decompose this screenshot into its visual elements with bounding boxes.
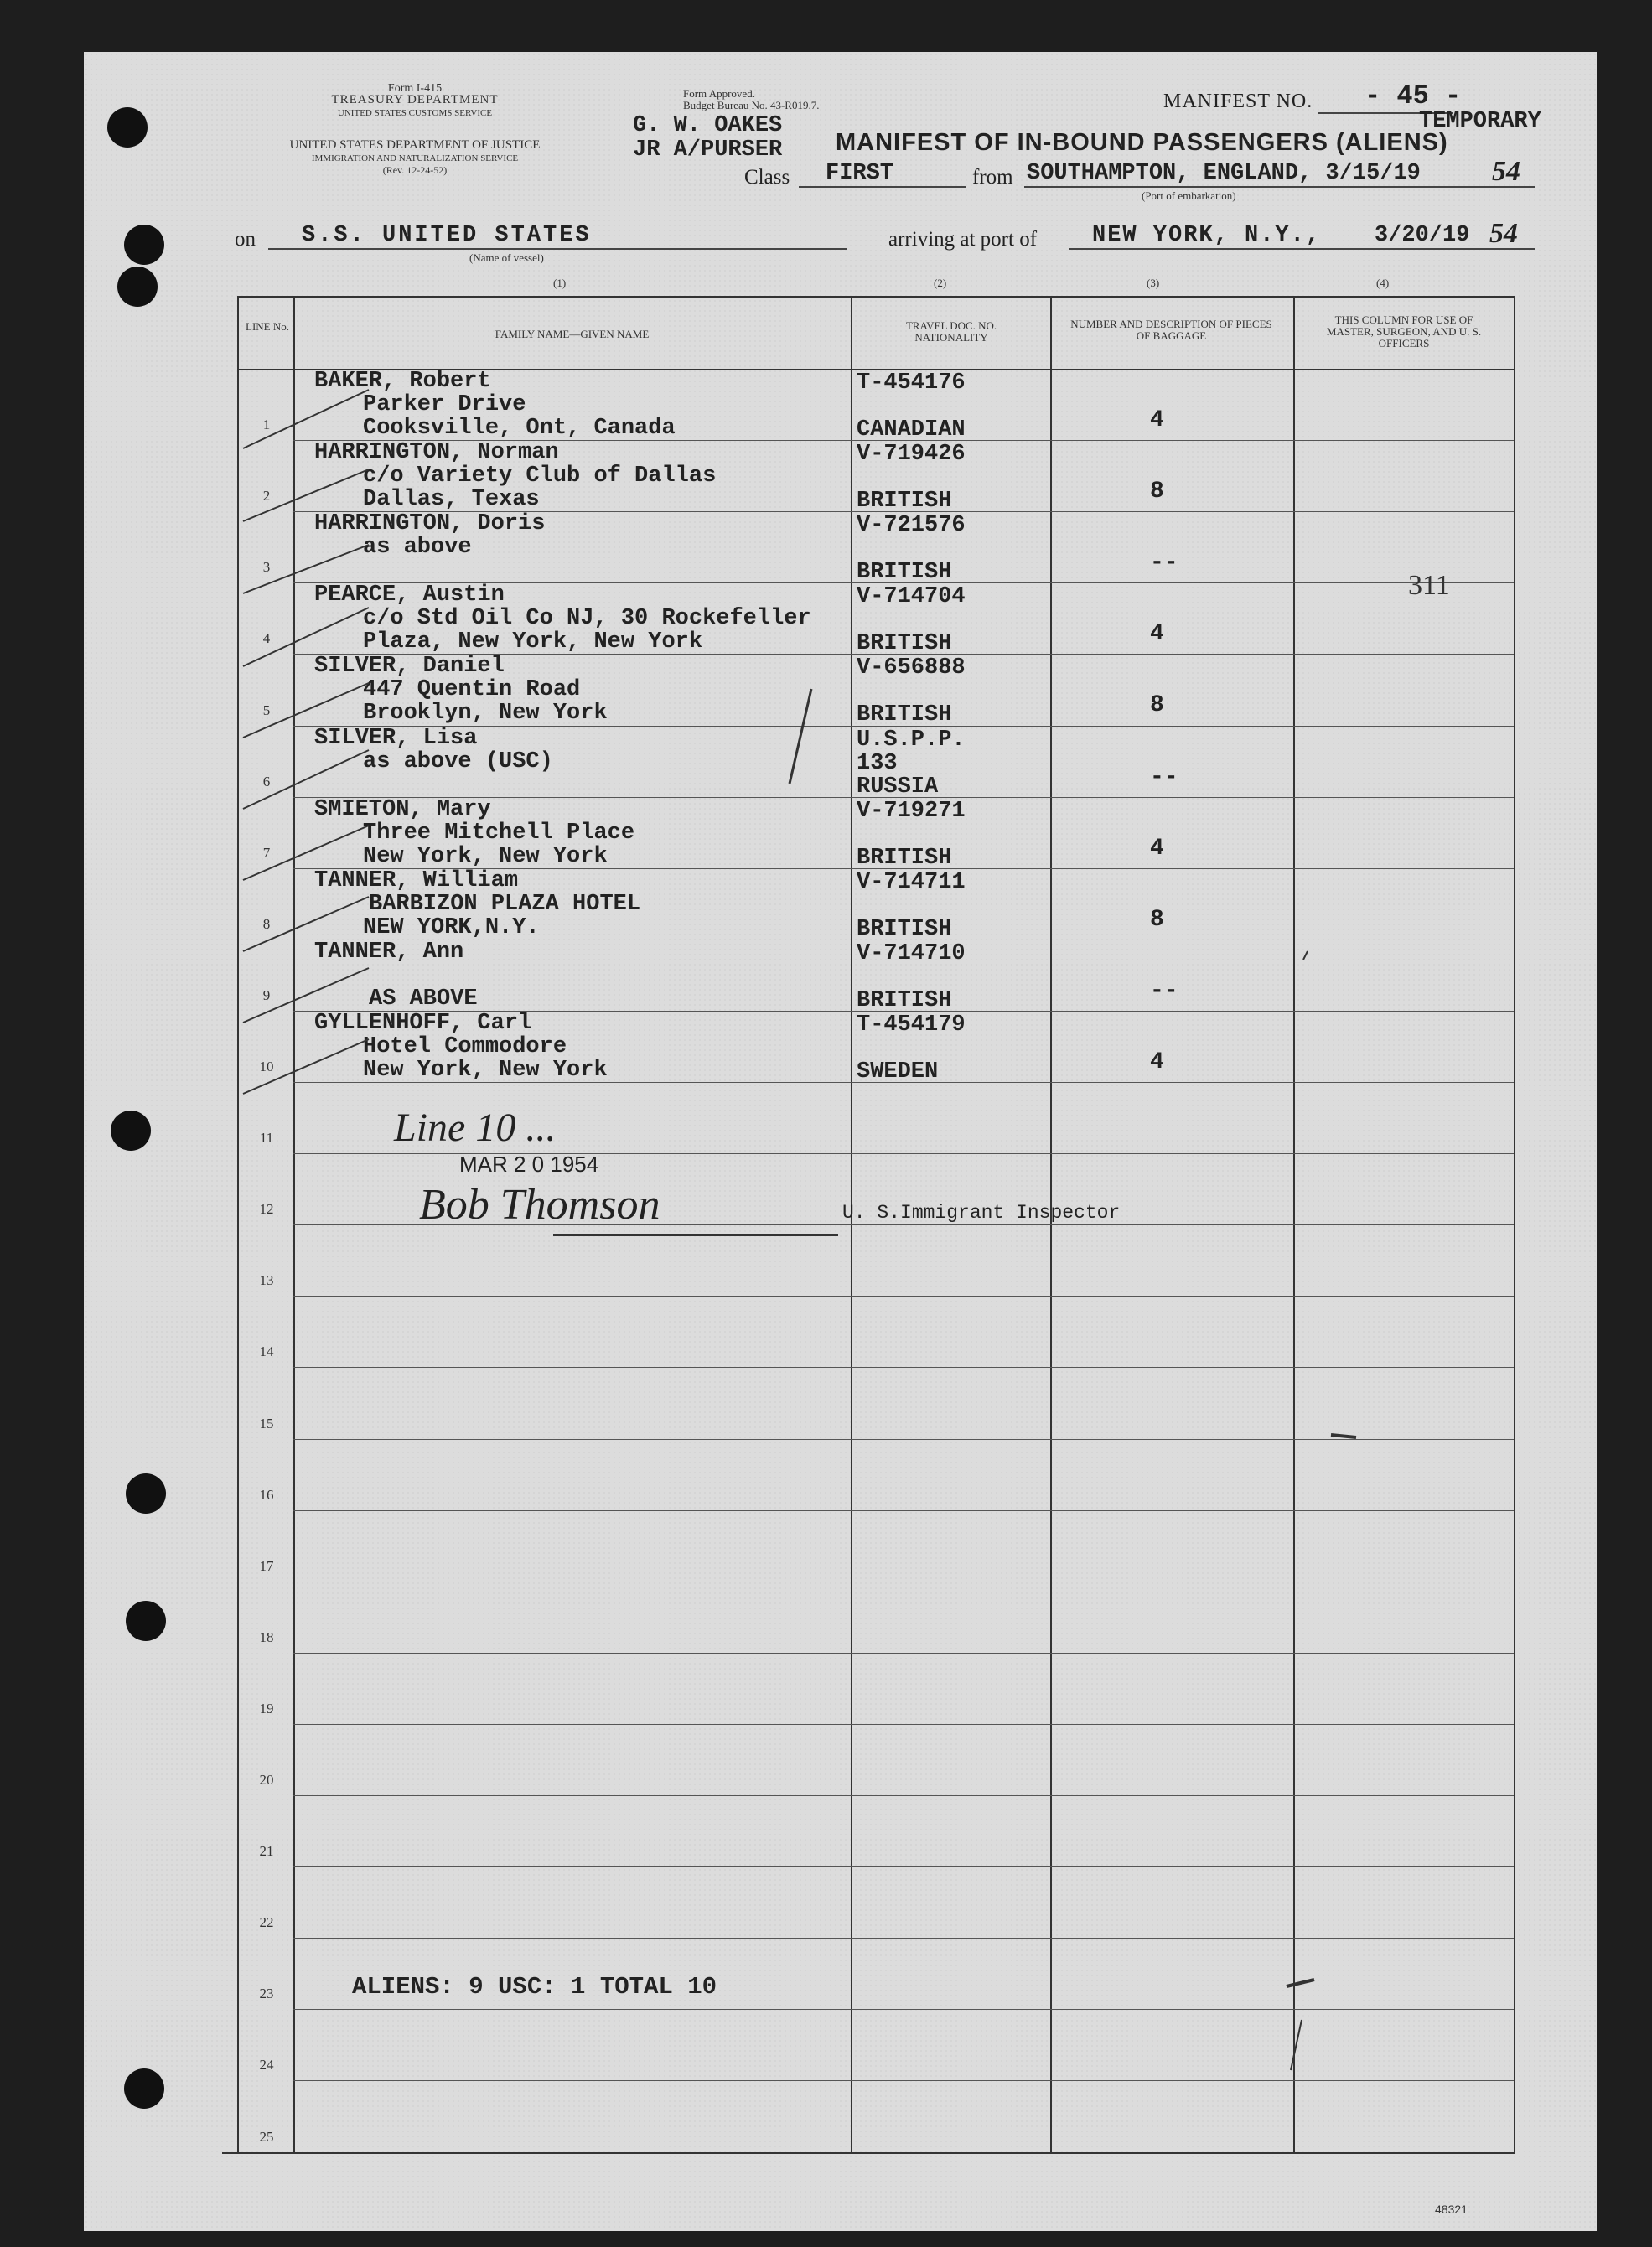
customs-label: UNITED STATES CUSTOMS SERVICE (337, 108, 493, 118)
col2-number: (2) (934, 277, 947, 289)
passenger-name: SMIETON, Mary (314, 796, 491, 822)
vessel-label: (Name of vessel) (469, 251, 544, 264)
line-number: 23 (259, 1986, 274, 2002)
passenger-name: HARRINGTON, Doris (314, 511, 546, 537)
manifest-no-label: MANIFEST NO. (1163, 91, 1313, 112)
line-number: 4 (262, 630, 271, 647)
baggage-count: -- (1150, 550, 1178, 577)
passenger-name: GYLLENHOFF, Carl (314, 1010, 532, 1036)
passenger-address-1: c/o Variety Club of Dallas (363, 463, 717, 489)
col4-number: (4) (1376, 277, 1390, 289)
baggage-count: 8 (1150, 692, 1164, 719)
passenger-name: HARRINGTON, Norman (314, 440, 559, 466)
baggage-count: 8 (1150, 479, 1164, 505)
travel-doc-number: V-714704 (857, 584, 966, 610)
line-number: 7 (262, 844, 271, 861)
passenger-name: BAKER, Robert (314, 369, 491, 394)
passenger-name: SILVER, Lisa (314, 725, 478, 751)
class-label: Class (744, 166, 790, 189)
line-number: 11 (259, 1130, 274, 1147)
passenger-address-2: New York, New York (363, 1057, 608, 1083)
travel-doc-number-2: 133 (857, 750, 898, 776)
line-number: 12 (259, 1201, 274, 1218)
arriving-label: arriving at port of (888, 228, 1038, 251)
travel-doc-number: V-714711 (857, 869, 966, 895)
baggage-count: 8 (1150, 906, 1164, 933)
totals-line: ALIENS: 9 USC: 1 TOTAL 10 (352, 1973, 717, 2001)
passenger-address-1: Hotel Commodore (363, 1033, 567, 1059)
form-number: Form I-415 (387, 82, 443, 95)
passenger-name: PEARCE, Austin (314, 582, 505, 608)
line-number: 3 (262, 559, 271, 576)
line-number: 25 (259, 2128, 274, 2145)
baggage-count: 4 (1150, 1048, 1164, 1075)
manifest-title: MANIFEST OF IN-BOUND PASSENGERS (ALIENS) (836, 129, 1448, 156)
line-number: 16 (259, 1486, 274, 1503)
nationality: BRITISH (857, 987, 952, 1013)
nationality: BRITISH (857, 631, 952, 657)
line-number: 22 (259, 1914, 274, 1931)
footer-code: 48321 (1435, 2203, 1468, 2216)
justice-label: UNITED STATES DEPARTMENT OF JUSTICE (289, 138, 541, 152)
treasury-label: TREASURY DEPARTMENT (331, 93, 499, 106)
inspector-title: U. S.Immigrant Inspector (842, 1202, 1121, 1224)
travel-doc-number: V-714710 (857, 940, 966, 966)
line-number: 17 (259, 1557, 274, 1574)
passenger-address-2: Cooksville, Ont, Canada (363, 416, 676, 441)
header-name: FAMILY NAME—GIVEN NAME (495, 328, 650, 340)
passenger-address-2: Dallas, Texas (363, 487, 540, 513)
passenger-name: TANNER, William (314, 867, 519, 893)
line-number: 1 (262, 417, 271, 433)
passenger-address-2: AS ABOVE (369, 986, 478, 1012)
passenger-address-1: c/o Std Oil Co NJ, 30 Rockefeller (363, 606, 811, 632)
budget-number: Budget Bureau No. 43-R019.7. (683, 99, 820, 111)
passenger-name: SILVER, Daniel (314, 654, 505, 680)
vessel-name: S.S. UNITED STATES (302, 223, 592, 248)
inspector-signature: Bob Thomson (419, 1181, 660, 1229)
officer-note: 311 (1408, 570, 1450, 601)
on-label: on (235, 228, 256, 251)
line-number: 10 (259, 1059, 274, 1074)
line-number: 24 (259, 2057, 274, 2074)
col1-number: (1) (553, 277, 567, 289)
temporary-label: TEMPORARY (1419, 109, 1541, 134)
baggage-count: 4 (1150, 621, 1164, 648)
passenger-address-1: Parker Drive (363, 392, 526, 417)
handwritten-line11-note: Line 10 ... (394, 1105, 557, 1150)
from-year: 54 (1492, 156, 1520, 187)
revision-label: (Rev. 12-24-52) (382, 164, 448, 176)
passenger-address-1: BARBIZON PLAZA HOTEL (369, 891, 641, 917)
ins-label: IMMIGRATION AND NATURALIZATION SERVICE (311, 153, 519, 163)
arrival-date: 3/20/19 (1375, 223, 1470, 248)
class-value: FIRST (826, 161, 894, 186)
line-number: 2 (262, 488, 271, 505)
line-number: 19 (259, 1700, 274, 1716)
travel-doc-number: V-719271 (857, 798, 966, 824)
baggage-count: -- (1150, 764, 1178, 790)
nationality: SWEDEN (857, 1059, 939, 1085)
nationality: BRITISH (857, 916, 952, 942)
travel-doc-number: V-721576 (857, 513, 966, 539)
passenger-address-2: New York, New York (363, 843, 608, 869)
baggage-count: 4 (1150, 835, 1164, 862)
line-number: 13 (259, 1272, 274, 1289)
passenger-address-1: Three Mitchell Place (363, 820, 635, 846)
travel-doc-number: T-454179 (857, 1012, 966, 1038)
nationality: BRITISH (857, 489, 952, 515)
line-number: 18 (259, 1628, 274, 1645)
nationality: CANADIAN (857, 417, 966, 443)
purser-name: G. W. OAKES (633, 113, 783, 138)
arrival-year: 54 (1489, 218, 1518, 249)
line-number: 15 (259, 1415, 274, 1432)
from-label: from (972, 166, 1013, 189)
purser-title: JR A/PURSER (633, 137, 783, 163)
passenger-address-2: NEW YORK,N.Y. (363, 914, 540, 940)
passenger-address-1: 447 Quentin Road (363, 677, 581, 703)
travel-doc-number: T-454176 (857, 370, 966, 396)
port-embark-label: (Port of embarkation) (1142, 189, 1236, 202)
line-number: 6 (262, 773, 271, 790)
travel-doc-number: V-719426 (857, 442, 966, 468)
from-port: SOUTHAMPTON, ENGLAND, 3/15/19 (1027, 161, 1421, 186)
nationality: BRITISH (857, 702, 952, 728)
line-number: 5 (262, 702, 271, 718)
baggage-count: 4 (1150, 407, 1164, 433)
header-travel-doc: TRAVEL DOC. NO. NATIONALITY (905, 319, 997, 344)
nationality: BRITISH (857, 560, 952, 586)
header-line-no: LINE No. (246, 320, 289, 333)
form-approved: Form Approved. (683, 87, 755, 100)
arrival-port: NEW YORK, N.Y., (1092, 223, 1322, 248)
nationality: RUSSIA (857, 774, 939, 800)
line-number: 9 (262, 986, 271, 1003)
nationality: BRITISH (857, 845, 952, 871)
stamp-date: MAR 2 0 1954 (459, 1152, 599, 1177)
passenger-address-2: Brooklyn, New York (363, 701, 608, 727)
header-officers: THIS COLUMN FOR USE OF MASTER, SURGEON, AND U. S. OFFICERS (1326, 313, 1482, 349)
header-baggage: NUMBER AND DESCRIPTION OF PIECES OF BAGGAGE (1070, 318, 1272, 342)
passenger-address-1: as above (USC) (363, 748, 553, 774)
travel-doc-number: U.S.P.P. (857, 727, 966, 753)
passenger-name: TANNER, Ann (314, 939, 464, 965)
manifest-number: - 45 - (1365, 80, 1462, 111)
col3-number: (3) (1147, 277, 1160, 289)
baggage-count: -- (1150, 977, 1178, 1004)
passenger-address-2: Plaza, New York, New York (363, 629, 703, 655)
passenger-address-1: as above (363, 535, 472, 561)
travel-doc-number: V-656888 (857, 655, 966, 681)
line-number: 20 (259, 1772, 274, 1788)
line-number: 14 (259, 1344, 274, 1360)
line-number: 21 (259, 1843, 274, 1860)
line-number: 8 (262, 915, 271, 932)
